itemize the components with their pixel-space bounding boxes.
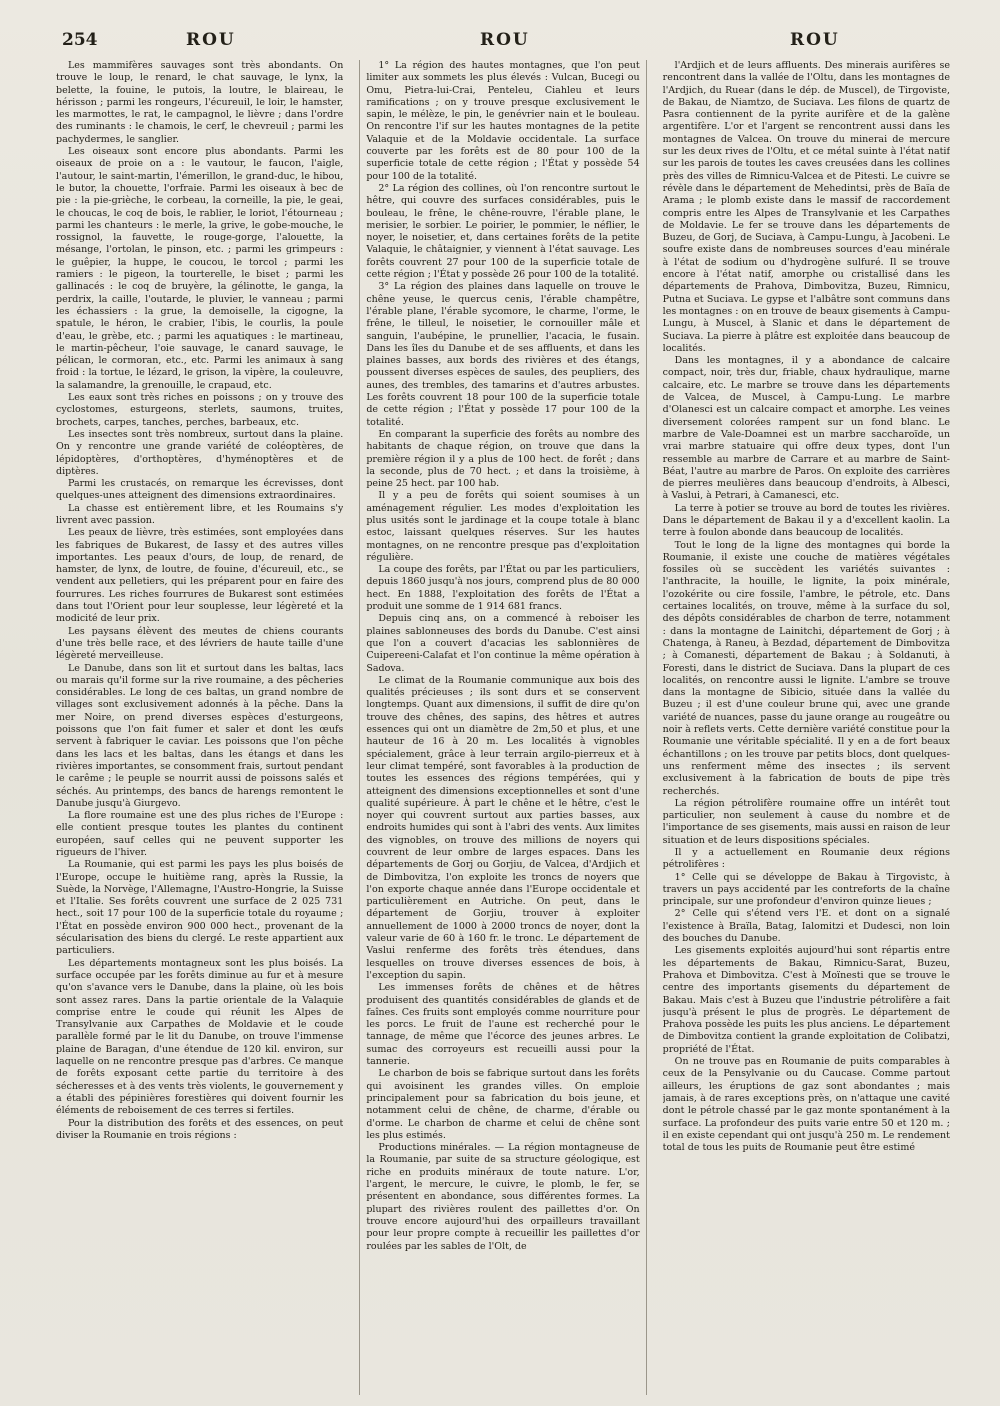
paragraph: Le charbon de bois se fabrique surtout dans les forêts qui avoisinent les grandes villes. On emploie principalement pour sa fabrication du bois jeune, et notamment celui de chêne, de charme, d'érable ou d'orme. Le charbon de charme et celui de chêne sont les plus estimés. [366,1068,640,1141]
paragraph: 3° La région des plaines dans laquelle on trouve le chêne yeuse, le quercus cenis, l'érable champêtre, l'érable plane, l'érable sycomore, le charme, l'orme, le frêne, le tilleul, le noisetier, le cornouiller mâle et sanguin, l'aubépine, le prunellier, l'acacia, le fusain. Dans les îles du Danube et de ses affluents, et dans les plaines basses, aux bords des rivières et des étangs, poussent diverses espèces de saules, des peupliers, des aunes, des trembles, des tamarins et d'autres arbustes. Les forêts couvrent 18 pour 100 de la superficie totale de cette région ; l'État y possède 17 pour 100 de la totalité. [366,281,640,428]
paragraph: La chasse est entièrement libre, et les Roumains s'y livrent avec passion. [56,502,344,526]
column-1 [56,60,343,1395]
running-head-left: ROU [186,30,236,50]
paragraph: Les oiseaux sont encore plus abondants. Parmi les oiseaux de proie on a : le vautour, le faucon, l'aigle, l'autour, le saint-martin, l'émerillon, le grand-duc, le hibou, le butor, la chouette, l'orfraie. Parmi les oiseaux à bec de pie : la pie-grièche, le corbeau, la corneille, la pie, le geai, le choucas, le coq de bois, le rablier, le loriot, l'étourneau ; parmi les chanteurs : le merle, la grive, le gobe-mouche, le rossignol, la fauvette, le rouge-gorge, l'alouette, la mésange, l'ortolan, le pinson, etc. ; parmi les grimpeurs : le guêpier, la huppe, le coucou, le torcol ; parmi les ramiers : le pigeon, la tourterelle, le biset ; parmi les gallinacés : le coq de bruyère, la gélinotte, le ganga, la perdrix, la caille, l'outarde, le pluvier, le vanneau ; parmi les échassiers : la grue, la demoiselle, la cigogne, la spatule, le héron, le crabier, l'ibis, le courlis, la poule d'eau, le grèbe, etc. ; parmi les aquatiques : le martineau, le martin-pêcheur, l'oie sauvage, le canard sauvage, le pélican, le cormoran, etc., etc. Parmi les animaux à sang froid : la tortue, le lézard, le grison, la vipère, la couleuvre, la salamandre, la grenouille, le crapaud, etc. [56,146,344,391]
paragraph: Il y a actuellement en Roumanie deux régions pétrolifères : [662,847,950,871]
column-3 [663,60,950,1395]
paragraph: 2° Celle qui s'étend vers l'E. et dont on a signalé l'existence à Braïla, Batag, Ialomitzi et Dudesci, non loin des bouches du Danube. [662,908,950,945]
paragraph: Pour la distribution des forêts et des essences, on peut diviser la Roumanie en trois régions : [56,1117,344,1141]
paragraph: Les immenses forêts de chênes et de hêtres produisent des quantités considérables de glands et de faînes. Ces fruits sont employés comme nourriture pour les porcs. Le fruit de l'aune est recherché pour le tannage, de même que l'écorce des jeunes arbres. Le sumac des corroyeurs est recueilli aussi pour la tannerie. [366,982,640,1068]
paragraph: Depuis cinq ans, on a commencé à reboiser les plaines sablonneuses des bords du Danube. C'est ainsi que l'on a couvert d'acacias les sablonnières de Cuipereeni-Calafat et l'on continue la même opération à Sadova. [366,613,640,674]
paragraph: Les paysans élèvent des meutes de chiens courants d'une très belle race, et des lévriers de haute taille d'une légèreté merveilleuse. [56,625,344,662]
running-head-center: ROU [480,30,530,50]
page-header [62,30,942,54]
paragraph: On ne trouve pas en Roumanie de puits comparables à ceux de la Pensylvanie ou du Caucase. Comme partout ailleurs, les éruptions de gaz sont abondantes ; mais jamais, à de rares exceptions près, on n'attaque une cavité dont le pétrole chassé par le gaz monte spontanément à la surface. La profondeur des puits varie entre 50 et 120 m. ; il en existe cependant qui ont jusqu'à 250 m. Le rendement total de tous les puits de Roumanie peut être estimé [662,1056,950,1154]
paragraph: Le climat de la Roumanie communique aux bois des qualités précieuses ; ils sont durs et se conservent longtemps. Quant aux dimensions, il suffit de dire qu'on trouve des chênes, des sapins, des hêtres et autres essences qui ont un diamètre de 2m,50 et plus, et une hauteur de 16 à 20 m. Les localités à vignobles spécialement, grâce à leur terrain argilo-pierreux et à leur climat tempéré, sont favorables à la production de toutes les essences des régions tempérées, qui y atteignent des dimensions exceptionnelles et sont d'une qualité supérieure. À part le chêne et le hêtre, c'est le noyer qui couvrent surtout aux parties basses, aux endroits humides qui sont à l'abri des vents. Aux limites des vignobles, on trouve des millions de noyers qui couvrent de leur ombre de larges espaces. Dans les départements de Gorj ou Gorjiu, de Valcea, d'Ardjich et de Dimbovitza, l'on exploite les troncs de noyers que l'on exporte chaque année dans l'Europe occidentale et particulièrement en Autriche. On peut, dans le département de Gorjiu, trouver à exploiter annuellement de 1000 à 2000 troncs de noyer, dont la valeur varie de 60 à 160 fr. le tronc. Le département de Vaslui renferme des forêts très étendues, dans lesquelles on trouve diverses essences de bois, à l'exception du sapin. [366,674,640,981]
paragraph: Les gisements exploités aujourd'hui sont répartis entre les départements de Bakau, Rimnicu-Sarat, Buzeu, Prahova et Dimbovitza. C'est à Moïnesti que se trouve le centre des importants gisements du département de Bakau. Mais c'est à Buzeu que l'industrie pétrolifère a fait jusqu'à présent le plus de progrès. Le département de Prahova possède les puits les plus anciens. Le département de Dimbovitza contient la grande exploitation de Colibatzi, propriété de l'État. [662,945,950,1055]
running-head-right: ROU [790,30,840,50]
paragraph: Les insectes sont très nombreux, surtout dans la plaine. On y rencontre une grande variété de coléoptères, de lépidoptères, d'orthoptères, d'hyménoptères et de diptères. [56,428,344,477]
paragraph: Les mammifères sauvages sont très abondants. On trouve le loup, le renard, le chat sauvage, le lynx, la belette, la fouine, le putois, la loutre, le blaireau, le hérisson ; parmi les rongeurs, l'écureuil, le loir, le hamster, les marmottes, le rat, le campagnol, le lièvre ; dans l'ordre des ruminants : le chamois, le cerf, le chevreuil ; parmi les pachydermes, le sanglier. [56,60,344,145]
paragraph: Tout le long de la ligne des montagnes qui borde la Roumanie, il existe une couche de matières végétales fossiles où se succèdent les variétés suivantes : l'anthracite, la houille, le lignite, la poix minérale, l'ozokérite ou cire fossile, l'ambre, le pétrole, etc. Dans certaines localités, on trouve, même à la surface du sol, des dépôts considérables de charbon de terre, notamment : dans la montagne de Lainitchi, département de Gorj ; à Chatenga, à Raneu, à Bezdad, département de Dimbovitza ; à Comanesti, département de Bakau ; à Soldanuti, à Foresti, dans le district de Suciava. Dans la plupart de ces localités, on rencontre aussi le lignite. L'ambre se trouve dans la montagne de Sibicio, située dans la vallée du Buzeu ; il est d'une couleur brune qui, avec une grande variété de nuances, passe du jaune orange au rougeâtre ou noir à reflets verts. Cette dernière variété constitue pour la Roumanie une véritable spécialité. Il y en a de fort beaux échantillons ; on les trouve par petits blocs, dont quelques-uns renferment même des insectes ; ils servent exclusivement à la fabrication de bouts de pipe très recherchés. [662,539,950,797]
column-2 [359,60,646,1395]
paragraph: Productions minérales. — La région montagneuse de la Roumanie, par suite de sa structure géologique, est riche en produits minéraux de toute nature. L'or, l'argent, le mercure, le cuivre, le plomb, le fer, se présentent en abondance, sous différentes formes. La plupart des rivières roulent des paillettes d'or. On trouve encore aujourd'hui des orpailleurs travaillant pour leur propre compte à recueillir les paillettes d'or roulées par les sables de l'Olt, de [366,1142,640,1252]
paragraph: Les départements montagneux sont les plus boisés. La surface occupée par les forêts diminue au fur et à mesure qu'on s'avance vers le Danube, dans la plaine, où les bois sont assez rares. Dans la partie orientale de la Valaquie comprise entre le coude qui réunit les Alpes de Transylvanie aux Carpathes de Moldavie et le coude parallèle formé par le lit du Danube, on trouve l'immense plaine de Baragan, d'une étendue de 120 kil. environ, sur laquelle on ne rencontre presque pas d'arbres. Ce manque de forêts exposant cette partie du territoire à des sécheresses et à des vents très violents, le gouvernement y a établi des pépinières forestières qui doivent fournir les éléments de reboisement de ces terres si fertiles. [56,957,344,1117]
paragraph: Les peaux de lièvre, très estimées, sont employées dans les fabriques de Bukarest, de Iassy et des autres villes importantes. Les peaux d'ours, de loup, de renard, de hamster, de lynx, de loutre, de fouine, d'écureuil, etc., se vendent aux pelletiers, qui les préparent pour en faire des fourrures. Les riches fourrures de Bukarest sont estimées dans tout l'Orient pour leur souplesse, leur légèreté et la modicité de leur prix. [56,527,344,625]
paragraph: En comparant la superficie des forêts au nombre des habitants de chaque région, on trouve que dans la première région il y a plus de 100 hect. de forêt ; dans la seconde, plus de 70 hect. ; et dans la troisième, à peine 25 hect. par 100 hab. [366,428,640,490]
page-number: 254 [62,30,98,50]
paragraph: Le Danube, dans son lit et surtout dans les baltas, lacs ou marais qu'il forme sur la rive roumaine, a des pêcheries considérables. Le long de ces baltas, un grand nombre de villages sont exclusivement adonnés à la pêche. Dans la mer Noire, on prend diverses espèces d'esturgeons, poissons que l'on fait fumer et saler et dont les œufs servent à fabriquer le caviar. Les poissons que l'on pêche dans les lacs et les baltas, dans les étangs et dans les rivières importantes, se consomment frais, surtout pendant le carême ; le peuple se nourrit aussi de poissons salés et séchés. Au printemps, des bancs de harengs remontent le Danube jusqu'à Giurgevo. [56,662,344,809]
paragraph: Parmi les crustacés, on remarque les écrevisses, dont quelques-unes atteignent des dimensions extraordinaires. [56,478,344,502]
paragraph: La terre à potier se trouve au bord de toutes les rivières. Dans le département de Bakau il y a d'excellent kaolin. La terre à foulon abonde dans beaucoup de localités. [662,502,950,539]
paragraph: La région pétrolifère roumaine offre un intérêt tout particulier, non seulement à cause du nombre et de l'importance de ses gisements, mais aussi en raison de leur situation et de leurs dispositions spéciales. [662,797,950,846]
paragraph: 1° La région des hautes montagnes, que l'on peut limiter aux sommets les plus élevés : Vulcan, Bucegi ou Omu, Pietra-lui-Crai, Penteleu, Ciahleu et leurs ramifications ; on y trouve presque exclusivement le sapin, le mélèze, le pin, le genévrier nain et le bouleau. On rencontre l'if sur les hautes montagnes de la petite Valaquie et de la Moldavie occidentale. La surface couverte par les forêts est de 80 pour 100 de la superficie totale de cette région ; l'État y possède 54 pour 100 de la totalité. [366,60,640,182]
paragraph: l'Ardjich et de leurs affluents. Des minerais aurifères se rencontrent dans la vallée de l'Oltu, dans les montagnes de l'Ardjich, du Ruear (dans le dép. de Muscel), de Tirgoviste, de Bakau, de Niamtzo, de Suciava. Les filons de quartz de Pasra contiennent de la pyrite aurifère et de la galène argentifère. L'or et l'argent se rencontrent aussi dans les montagnes de Valcea. On trouve du minerai de mercure sur les deux rives de l'Oltu, et ce métal suinte à l'état natif sur les parois de toutes les caves creusées dans les collines près des villes de Rimnicu-Valcea et de Pitesti. Le cuivre se révèle dans le département de Mehedintsi, près de Baïa de Arama ; le plomb existe dans le massif de raccordement compris entre les Alpes de Transylvanie et les Carpathes de Moldavie. Le fer se trouve dans les départements de Buzeu, de Gorj, de Suciava, à Campu-Lungu, à Jacobeni. Le soufre existe dans de nombreuses sources d'eau minérale à l'état de sodium ou d'hydrogène sulfuré. Il se trouve encore à l'état natif, amorphe ou cristallisé dans les départements de Prahova, Dimbovitza, Buzeu, Rimnicu, Putna et Suciava. Le gypse et l'albâtre sont communs dans les montagnes : on en trouve de beaux gisements à Campu-Lungu, à Muscel, à Slanic et dans le département de Suciava. La pierre à plâtre est exploitée dans beaucoup de localités. [662,60,950,354]
paragraph: La flore roumaine est une des plus riches de l'Europe : elle contient presque toutes les plantes du continent européen, sauf celles qui ne peuvent supporter les rigueurs de l'hiver. [56,810,344,858]
paragraph: La Roumanie, qui est parmi les pays les plus boisés de l'Europe, occupe le huitième rang, après la Russie, la Suède, la Norvège, l'Allemagne, l'Austro-Hongrie, la Suisse et l'Italie. Ses forêts couvrent une surface de 2 025 731 hect., soit 17 pour 100 de la superficie totale du royaume ; l'État en possède environ 900 000 hect., provenant de la sécularisation des biens du clergé. Le reste appartient aux particuliers. [56,859,344,957]
paragraph: 1° Celle qui se développe de Bakau à Tirgovistc, à travers un pays accidenté par les contreforts de la chaîne principale, sur une profondeur d'environ quinze lieues ; [662,871,950,908]
text-columns [56,60,950,1395]
paragraph: Il y a peu de forêts qui soient soumises à un aménagement régulier. Les modes d'exploitation les plus usités sont le jardinage et la coupe totale à blanc estoc, laissant quelques réserves. Sur les hautes montagnes, on ne rencontre presque pas d'exploitation régulière. [366,490,640,563]
paragraph: 2° La région des collines, où l'on rencontre surtout le hêtre, qui couvre des surfaces considérables, puis le bouleau, le frêne, le chêne-rouvre, l'érable plane, le merisier, le sorbier. Le poirier, le pommier, le néflier, le noyer, le noisetier, et, dans certaines forêts de la petite Valaquie, le châtaignier, y viennent à l'état sauvage. Les forêts couvrent 27 pour 100 de la superficie totale de cette région ; l'État y possède 26 pour 100 de la totalité. [366,182,640,281]
paragraph: Dans les montagnes, il y a abondance de calcaire compact, noir, très dur, friable, chaux hydraulique, marne calcaire, etc. Le marbre se trouve dans les départements de Valcea, de Muscel, à Campu-Lung. Le marbre d'Olanesci est un calcaire compact et amorphe. Les veines diversement colorées rampent sur un fond blanc. Le marbre de Vale-Doamnei est un marbre saccharoïde, un vrai marbre statuaire qui offre deux types, dont l'un ressemble au marbre de Carrare et au marbre de Saint-Béat, l'autre au marbre de Paros. On exploite des carrières de pierres meulières dans beaucoup d'endroits, à Albesci, à Vaslui, à Petrari, à Camanesci, etc. [662,355,950,502]
paragraph: La coupe des forêts, par l'État ou par les particuliers, depuis 1860 jusqu'à nos jours, comprend plus de 80 000 hect. En 1888, l'exploitation des forêts de l'État a produit une somme de 1 914 681 francs. [366,564,640,613]
paragraph: Les eaux sont très riches en poissons ; on y trouve des cyclostomes, esturgeons, sterlets, saumons, truites, brochets, carpes, tanches, perches, barbeaux, etc. [56,392,344,428]
